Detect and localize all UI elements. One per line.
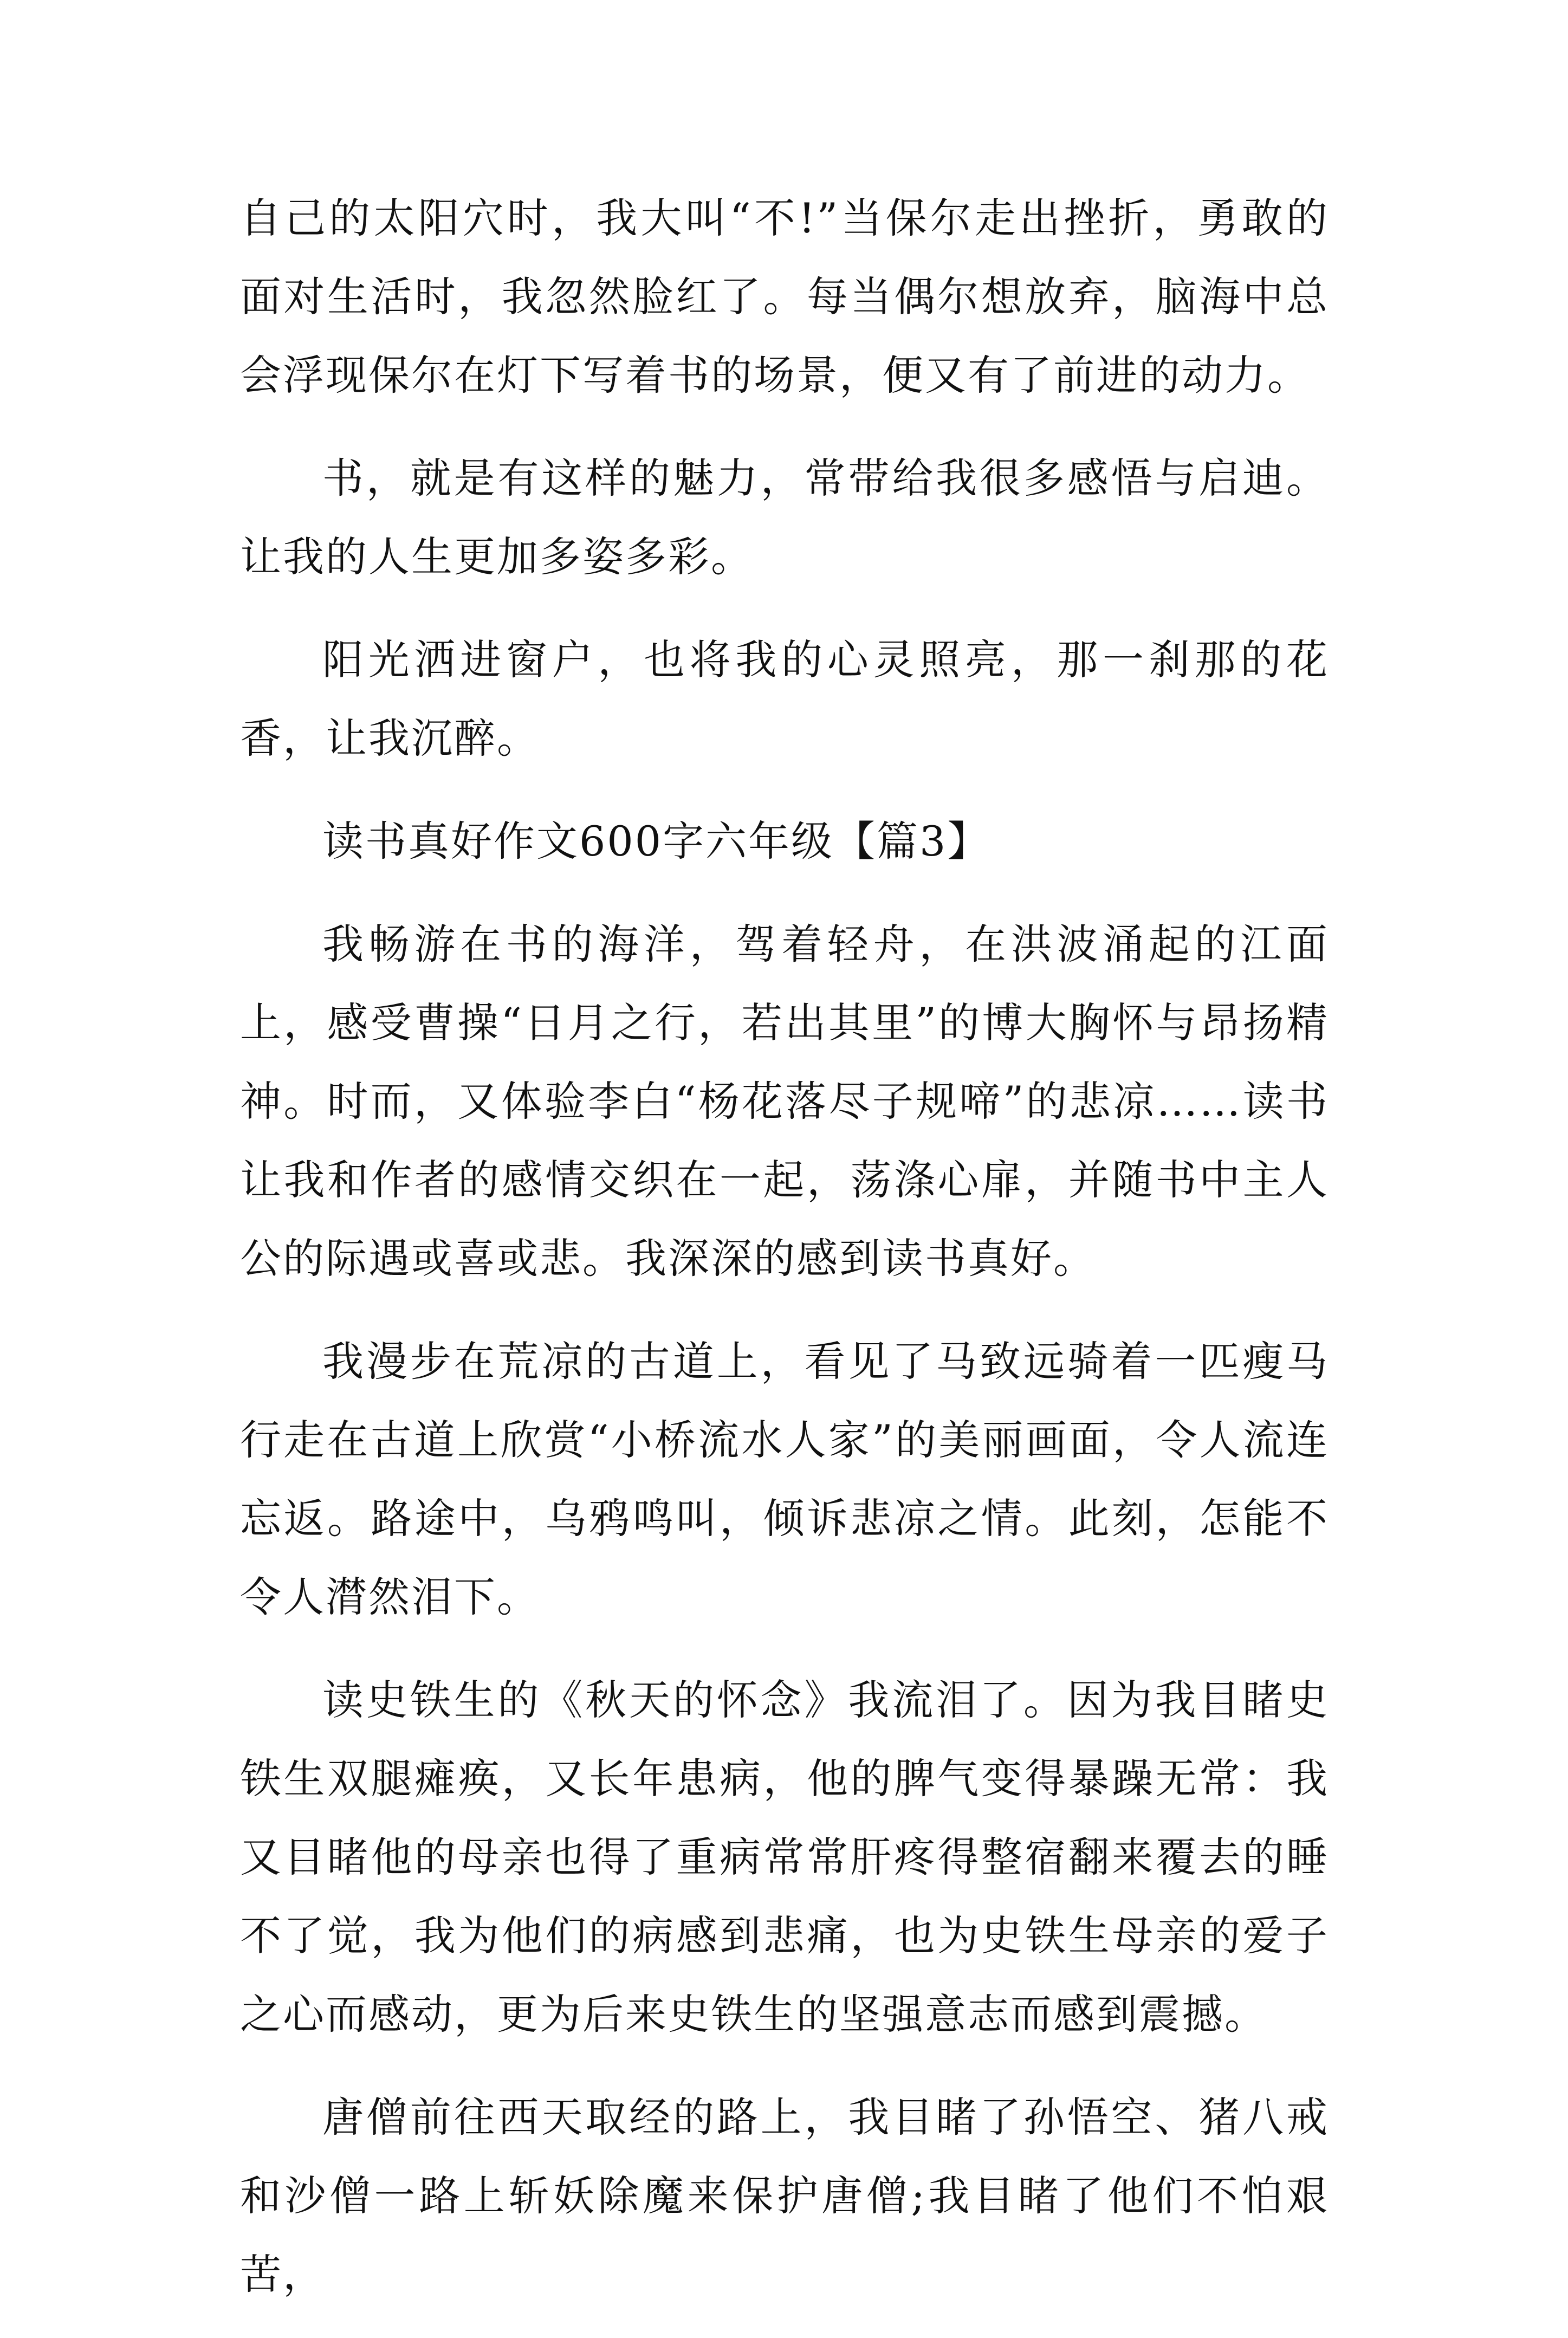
paragraph-continued: 自己的太阳穴时，我大叫“不!”当保尔走出挫折，勇敢的面对生活时，我忽然脸红了。每当偶尔想放弃，脑海中总会浮现保尔在灯下写着书的场景，便又有了前进的动力。 — [240, 194, 1329, 399]
paragraph: 书，就是有这样的魅力，常带给我很多感悟与启迪。让我的人生更加多姿多彩。 — [240, 454, 1329, 581]
paragraph: 唐僧前往西天取经的路上，我目睹了孙悟空、猪八戒和沙僧一路上斩妖除魔来保护唐僧;我目睹了他们不怕艰苦， — [240, 2093, 1329, 2298]
paragraph: 读史铁生的《秋天的怀念》我流泪了。因为我目睹史铁生双腿瘫痪，又长年患病，他的脾气变得暴躁无常：我又目睹他的母亲也得了重病常常肝疼得整宿翻来覆去的睡不了觉，我为他们的病感到悲痛，也为史铁生母亲的爱子之心而感动，更为后来史铁生的坚强意志而感到震撼。 — [240, 1676, 1329, 2038]
paragraph: 阳光洒进窗户，也将我的心灵照亮，那一刹那的花香，让我沉醉。 — [240, 636, 1329, 762]
paragraph: 我畅游在书的海洋，驾着轻舟，在洪波涌起的江面上，感受曹操“日月之行，若出其里”的博大胸怀与昂扬精神。时而，又体验李白“杨花落尽子规啼”的悲凉……读书让我和作者的感情交织在一起，荡涤心扉，并随书中主人公的际遇或喜或悲。我深深的感到读书真好。 — [240, 920, 1329, 1283]
essay-body — [240, 179, 1329, 2338]
section-heading: 读书真好作文600字六年级【篇3】 — [322, 817, 990, 865]
paragraph: 我漫步在荒凉的古道上，看见了马致远骑着一匹瘦马行走在古道上欣赏“小桥流水人家”的美丽画面，令人流连忘返。路途中，乌鸦鸣叫，倾诉悲凉之情。此刻，怎能不令人潸然泪下。 — [240, 1337, 1329, 1621]
